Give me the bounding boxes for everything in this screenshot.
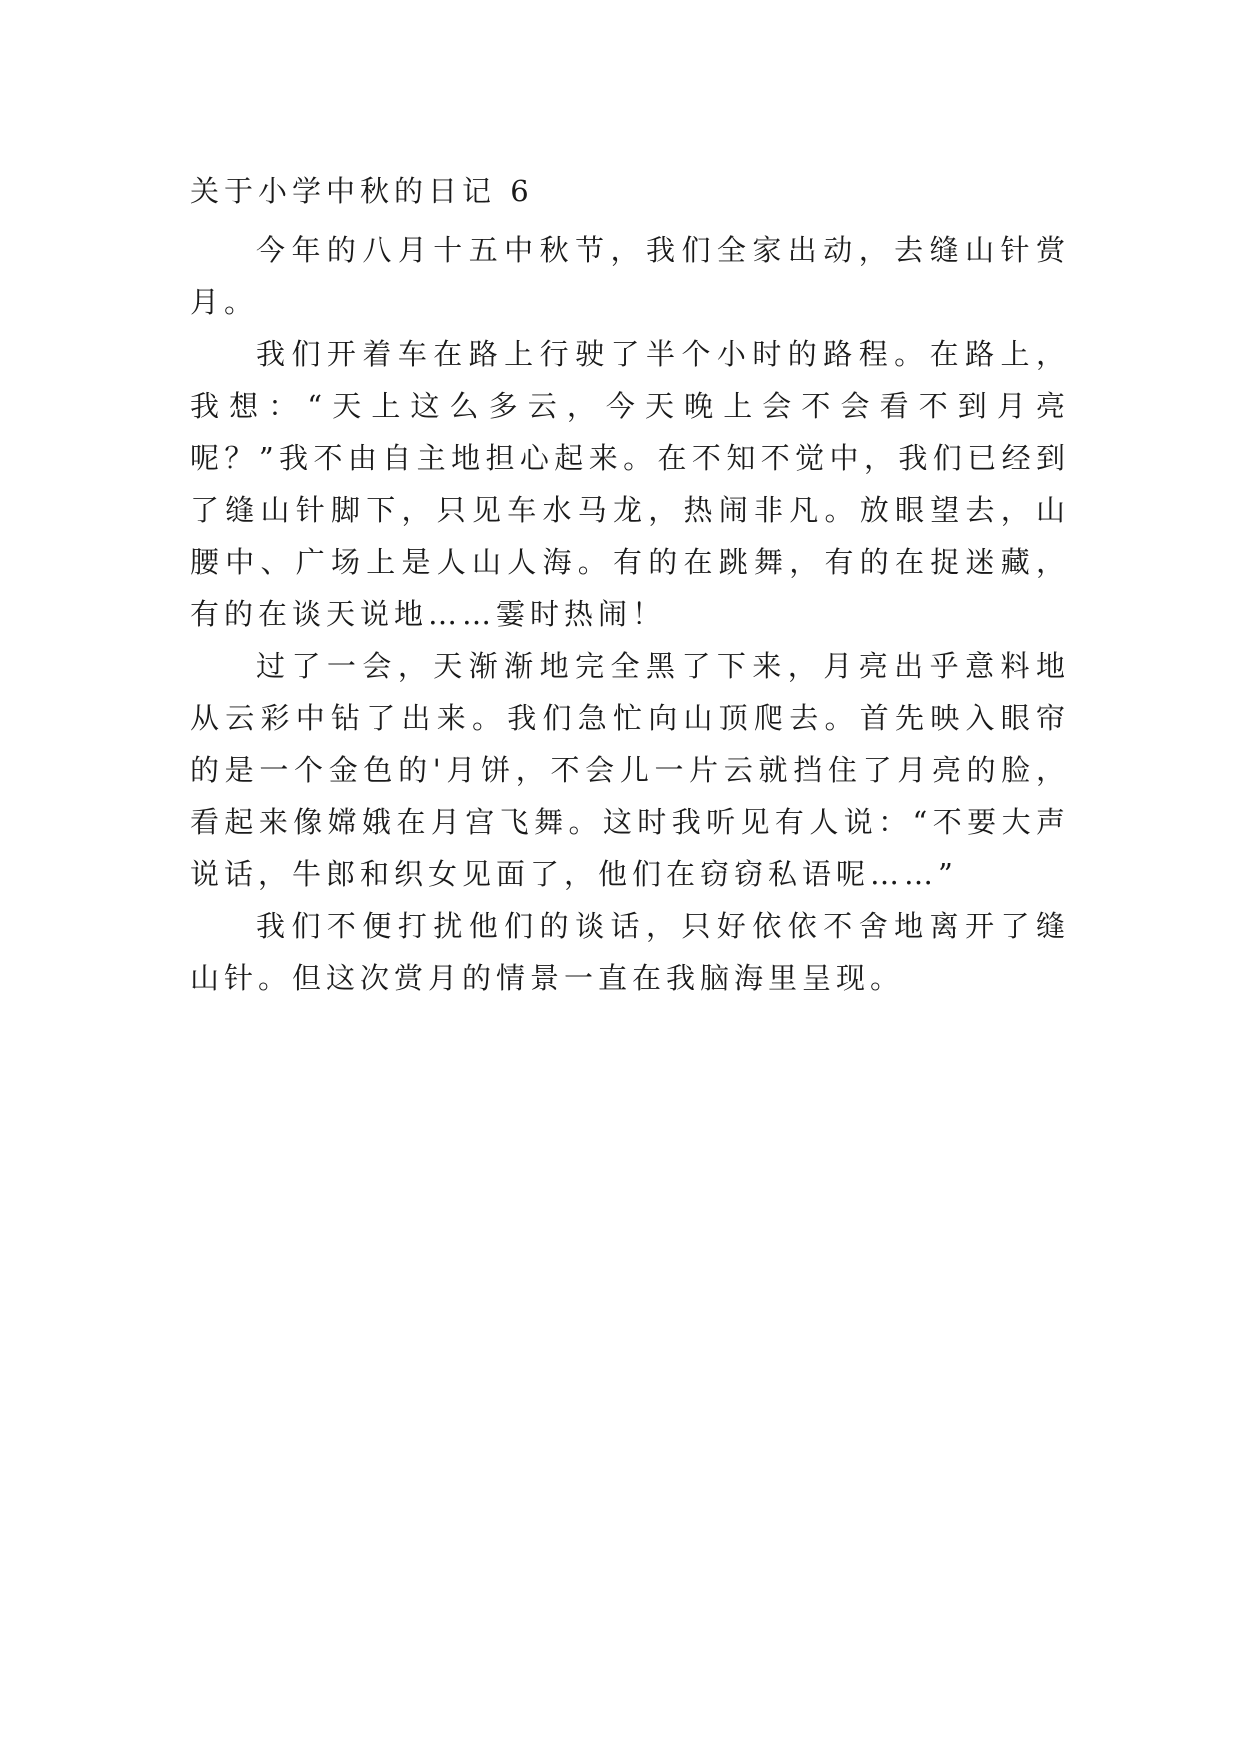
paragraph-2: 我们开着车在路上行驶了半个小时的路程。在路上，我想：“天上这么多云，今天晚上会不会看不到月亮呢？”我不由自主地担心起来。在不知不觉中，我们已经到了缝山针脚下，只见车水马龙，热闹非凡。放眼望去，山腰中、广场上是人山人海。有的在跳舞，有的在捉迷藏，有的在谈天说地……霎时热闹！ — [190, 337, 1070, 631]
paragraph-4: 我们不便打扰他们的谈话，只好依依不舍地离开了缝山针。但这次赏月的情景一直在我脑海里呈现。 — [190, 909, 1070, 995]
document-title: 关于小学中秋的日记 6 — [190, 174, 534, 208]
paragraph-1: 今年的八月十五中秋节，我们全家出动，去缝山针赏月。 — [190, 233, 1070, 319]
paragraph-3: 过了一会，天渐渐地完全黑了下来，月亮出乎意料地从云彩中钻了出来。我们急忙向山顶爬去。首先映入眼帘的是一个金色的'月饼，不会儿一片云就挡住了月亮的脸，看起来像嫦娥在月宫飞舞。这时我听见有人说：“不要大声说话，牛郎和织女见面了，他们在窃窃私语呢……” — [190, 649, 1070, 891]
document-body — [190, 164, 1070, 1004]
